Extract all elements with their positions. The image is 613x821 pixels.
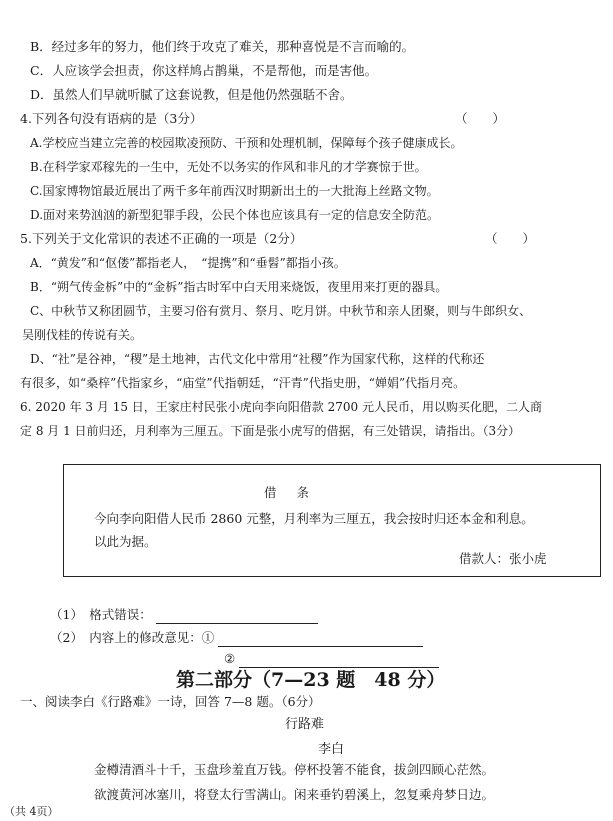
q3-option-d: D．虽然人们早就听腻了这套说教，但是他仍然强聒不舍。 <box>30 87 353 102</box>
section1-stem: 一、阅读李白《行路难》一诗，回答 7—8 题。（6分） <box>20 694 321 709</box>
q6-item2-second-marker: ② <box>224 651 236 666</box>
q5-option-b: B．“朔气传金柝”中的“金柝”指古时军中白天用来烧饭，夜里用来打更的器具。 <box>30 280 448 294</box>
poem-line1: 金樽清酒斗十千，玉盘珍羞直万钱。停杯投箸不能食，拔剑四顾心茫然。 <box>94 762 495 777</box>
q3-option-c: C．人应该学会担责，你这样鸠占鹊巢，不是帮他，而是害他。 <box>30 63 378 78</box>
q6-item1 <box>50 606 318 624</box>
q4-option-c: C.国家博物馆最近展出了两千多年前西汉时期新出土的一大批海上丝路文物。 <box>30 184 439 198</box>
q5-paren: （ ） <box>485 231 536 246</box>
q4-option-d: D.面对来势汹汹的新型犯罪手段，公民个体也应该具有一定的信息安全防范。 <box>30 208 440 222</box>
q6-item2-answer-line-1[interactable] <box>218 632 423 647</box>
iou-signature: 借款人：张小虎 <box>459 551 547 566</box>
poem-line2: 欲渡黄河冰塞川，将登太行雪满山。闲来垂钓碧溪上，忽复乘舟梦日边。 <box>94 787 495 802</box>
iou-line2: 以此为据。 <box>94 534 157 549</box>
poem-title: 行路难 <box>285 717 325 732</box>
q4-paren: （ ） <box>455 111 506 126</box>
q5-option-c-line2: 吴刚伐桂的传说有关。 <box>22 328 143 342</box>
q5-option-a: A．“黄发”和“伛偻”都指老人， “提携”和“垂髫”都指小孩。 <box>30 256 346 270</box>
q4-option-b: B.在科学家邓稼先的一生中，无处不以务实的作风和非凡的才学赛惊于世。 <box>30 160 427 174</box>
q6-item1-answer-line[interactable] <box>156 609 318 624</box>
q5-option-d-line2: 有很多，如“桑梓”代指家乡，“庙堂”代指朝廷，“汗青”代指史册，“婵娟”代指月亮。 <box>20 376 466 390</box>
q6-stem-line1: 6. 2020 年 3 月 15 日，王家庄村民张小虎向李向阳借款 2700 元人民币，用以购买化肥，二人商 <box>20 400 542 414</box>
iou-title: 借条 <box>264 485 330 500</box>
q5-option-d-line1: D、“社”是谷神，“稷”是土地神，古代文化中常用“社稷”作为国家代称，这样的代称还 <box>30 352 485 366</box>
q4-stem: 4.下列各句没有语病的是（3分） <box>20 111 203 126</box>
poem-author: 李白 <box>318 742 345 757</box>
q6-item1-label: （1） 格式错误： <box>50 607 152 622</box>
q6-item2 <box>50 629 423 647</box>
q3-option-b: B．经过多年的努力，他们终于攻克了难关，那种喜悦是不言而喻的。 <box>30 39 415 54</box>
page-footer: （共 4页） <box>4 805 59 818</box>
iou-note-box <box>63 464 601 577</box>
q6-stem-line2: 定 8 月 1 日前归还，月利率为三厘五。下面是张小虎写的借据，有三处错误，请指出。（3分） <box>20 424 521 438</box>
q5-option-c-line1: C、中秋节又称团圆节，主要习俗有赏月、祭月、吃月饼。中秋节和亲人团聚，则与牛郎织女、 <box>30 304 532 318</box>
q4-option-a: A.学校应当建立完善的校园欺凌预防、干预和处理机制，保障每个孩子健康成长。 <box>30 136 463 150</box>
q6-item2-label: （2） 内容上的修改意见：① <box>50 630 215 645</box>
iou-line1: 今向李向阳借人民币 2860 元整，月利率为三厘五，我会按时归还本金和利息。 <box>94 511 534 526</box>
part2-heading: 第二部分（7—23 题 48 分） <box>176 669 446 691</box>
q5-stem: 5.下列关于文化常识的表述不正确的一项是（2分） <box>20 231 303 246</box>
